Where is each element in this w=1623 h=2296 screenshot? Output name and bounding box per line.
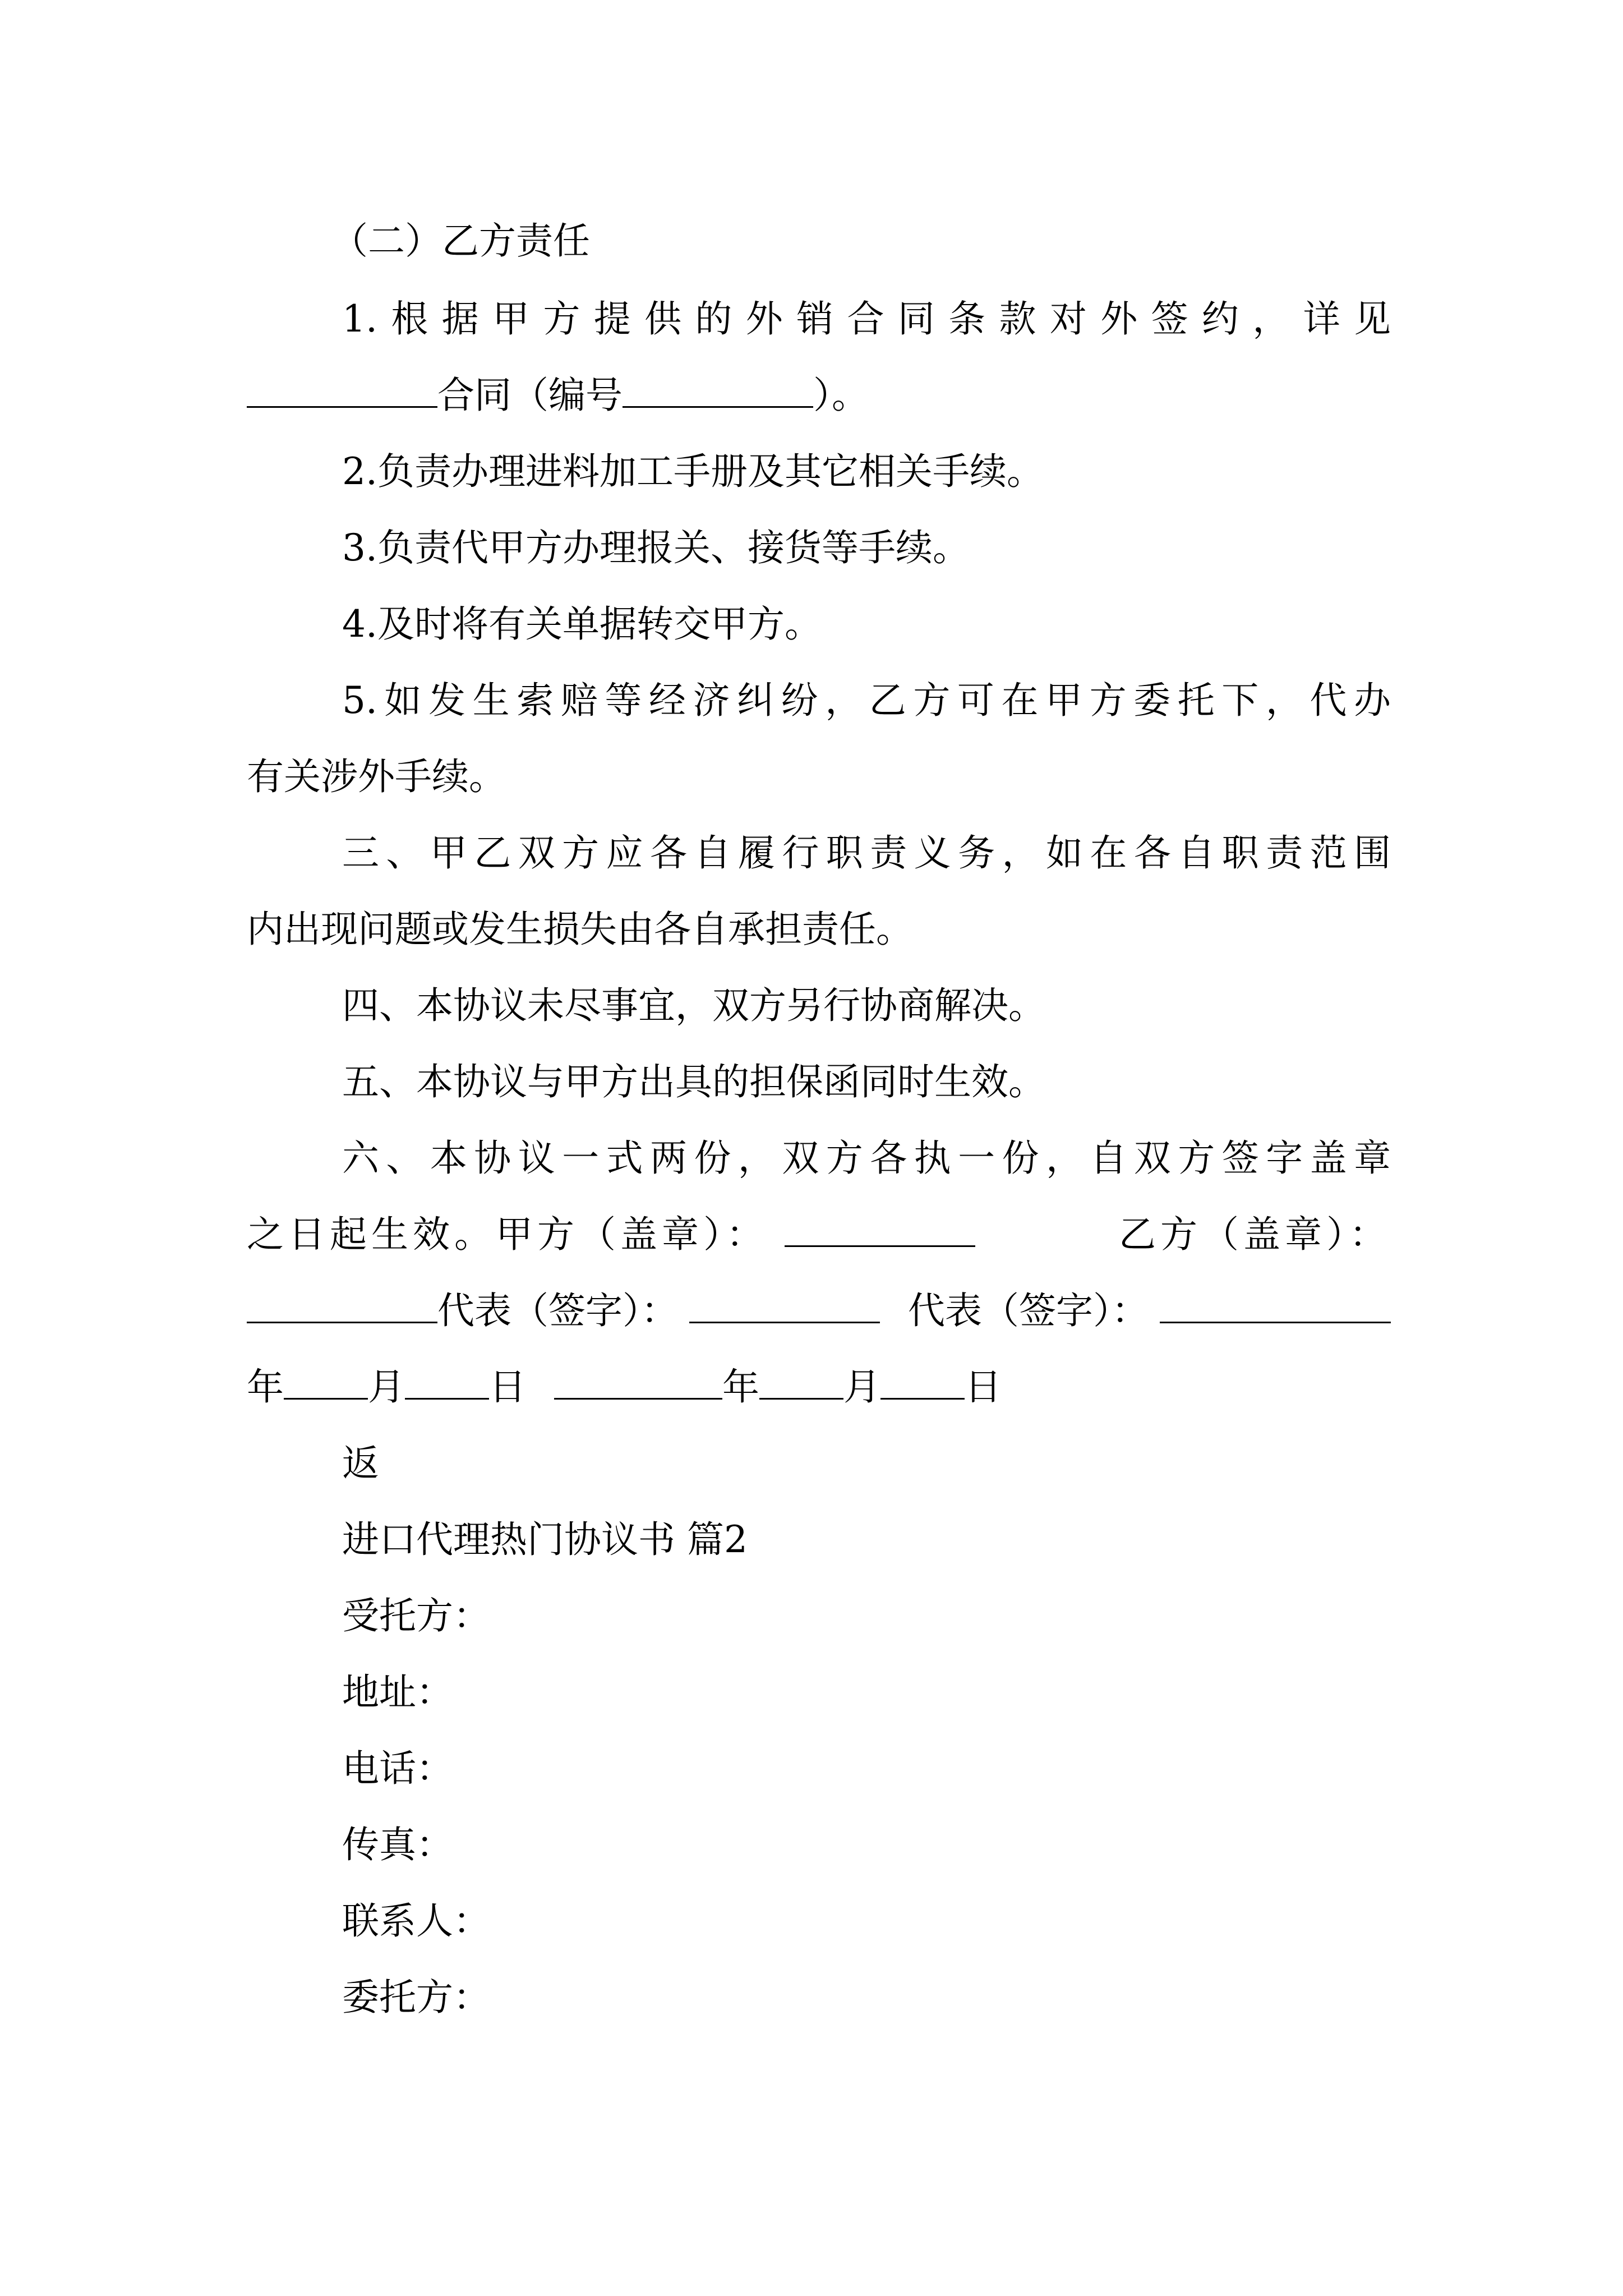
clause-b-5-line1 bbox=[247, 675, 1391, 726]
date-b-year: 年 bbox=[722, 1365, 759, 1409]
clause-b-4: 4.及时将有关单据转交甲方。 bbox=[342, 602, 822, 646]
party-a-rep-blank bbox=[689, 1289, 880, 1323]
article-4: 四、本协议未尽事宜，双方另行协商解决。 bbox=[342, 984, 1045, 1027]
return-link[interactable]: 返 bbox=[342, 1442, 379, 1485]
party-a-seal-blank bbox=[785, 1213, 975, 1247]
section-title-2: 进口代理热门协议书 篇2 bbox=[342, 1518, 748, 1561]
date-a-day: 日 bbox=[489, 1365, 526, 1409]
date-b-day-blank bbox=[880, 1365, 965, 1400]
party-b-seal-blank bbox=[247, 1289, 437, 1323]
field-contact: 联系人： bbox=[342, 1899, 490, 1943]
field-fax: 传真： bbox=[342, 1823, 453, 1866]
clause-b-2: 2.负责办理进料加工手册及其它相关手续。 bbox=[342, 450, 1044, 493]
clause-b-3: 3.负责代甲方办理报关、接货等手续。 bbox=[342, 526, 970, 569]
party-a-rep-label: 代表（签字）： bbox=[437, 1289, 678, 1332]
contract-close: ）。 bbox=[813, 374, 869, 417]
contract-number-blank bbox=[623, 374, 813, 408]
signature-row-rep bbox=[247, 1286, 1391, 1336]
clause-b-1-text: 1.根据甲方提供的外销合同条款对外签约，详见 bbox=[342, 297, 1391, 341]
article-3-line2: 内出现问题或发生损失由各自承担责任。 bbox=[247, 908, 913, 951]
party-b-rep-blank bbox=[1160, 1289, 1391, 1323]
signature-row-date bbox=[247, 1362, 1002, 1412]
article-6-line1 bbox=[247, 1133, 1391, 1184]
date-b-day: 日 bbox=[965, 1365, 1002, 1409]
date-b-month: 月 bbox=[843, 1365, 880, 1409]
contract-label: 合同（编号 bbox=[437, 374, 623, 417]
article-5: 五、本协议与甲方出具的担保函同时生效。 bbox=[342, 1060, 1045, 1103]
clause-b-5-text: 5.如发生索赔等经济纠纷，乙方可在甲方委托下，代办 bbox=[342, 679, 1391, 722]
section-heading-party-b: （二）乙方责任 bbox=[331, 219, 590, 263]
date-a-month: 月 bbox=[368, 1365, 405, 1409]
date-a-day-blank bbox=[405, 1365, 489, 1400]
date-b-year-blank bbox=[554, 1365, 722, 1400]
party-b-seal-label: 乙方（盖章）： bbox=[1119, 1213, 1391, 1256]
article-3-text: 三、甲乙双方应各自履行职责义务，如在各自职责范围 bbox=[342, 831, 1391, 875]
party-a-seal-label: 之日起生效。甲方（盖章）： bbox=[247, 1213, 768, 1256]
party-b-rep-label: 代表（签字）： bbox=[908, 1289, 1149, 1332]
date-b-month-blank bbox=[759, 1365, 843, 1400]
date-a-month-blank bbox=[284, 1365, 368, 1400]
date-a-year: 年 bbox=[247, 1365, 284, 1409]
field-address: 地址： bbox=[342, 1671, 453, 1714]
article-6-text: 六、本协议一式两份，双方各执一份，自双方签字盖章 bbox=[342, 1137, 1391, 1180]
signature-row-seal bbox=[247, 1209, 1391, 1260]
field-trustee: 受托方： bbox=[342, 1594, 490, 1637]
field-client: 委托方： bbox=[342, 1976, 490, 2019]
contract-blank bbox=[247, 374, 437, 408]
clause-b-1-line2 bbox=[247, 370, 869, 421]
clause-b-1-line1 bbox=[247, 294, 1391, 344]
field-phone: 电话： bbox=[342, 1747, 453, 1790]
article-3-line1 bbox=[247, 828, 1391, 878]
clause-b-5-line2: 有关涉外手续。 bbox=[247, 755, 506, 798]
